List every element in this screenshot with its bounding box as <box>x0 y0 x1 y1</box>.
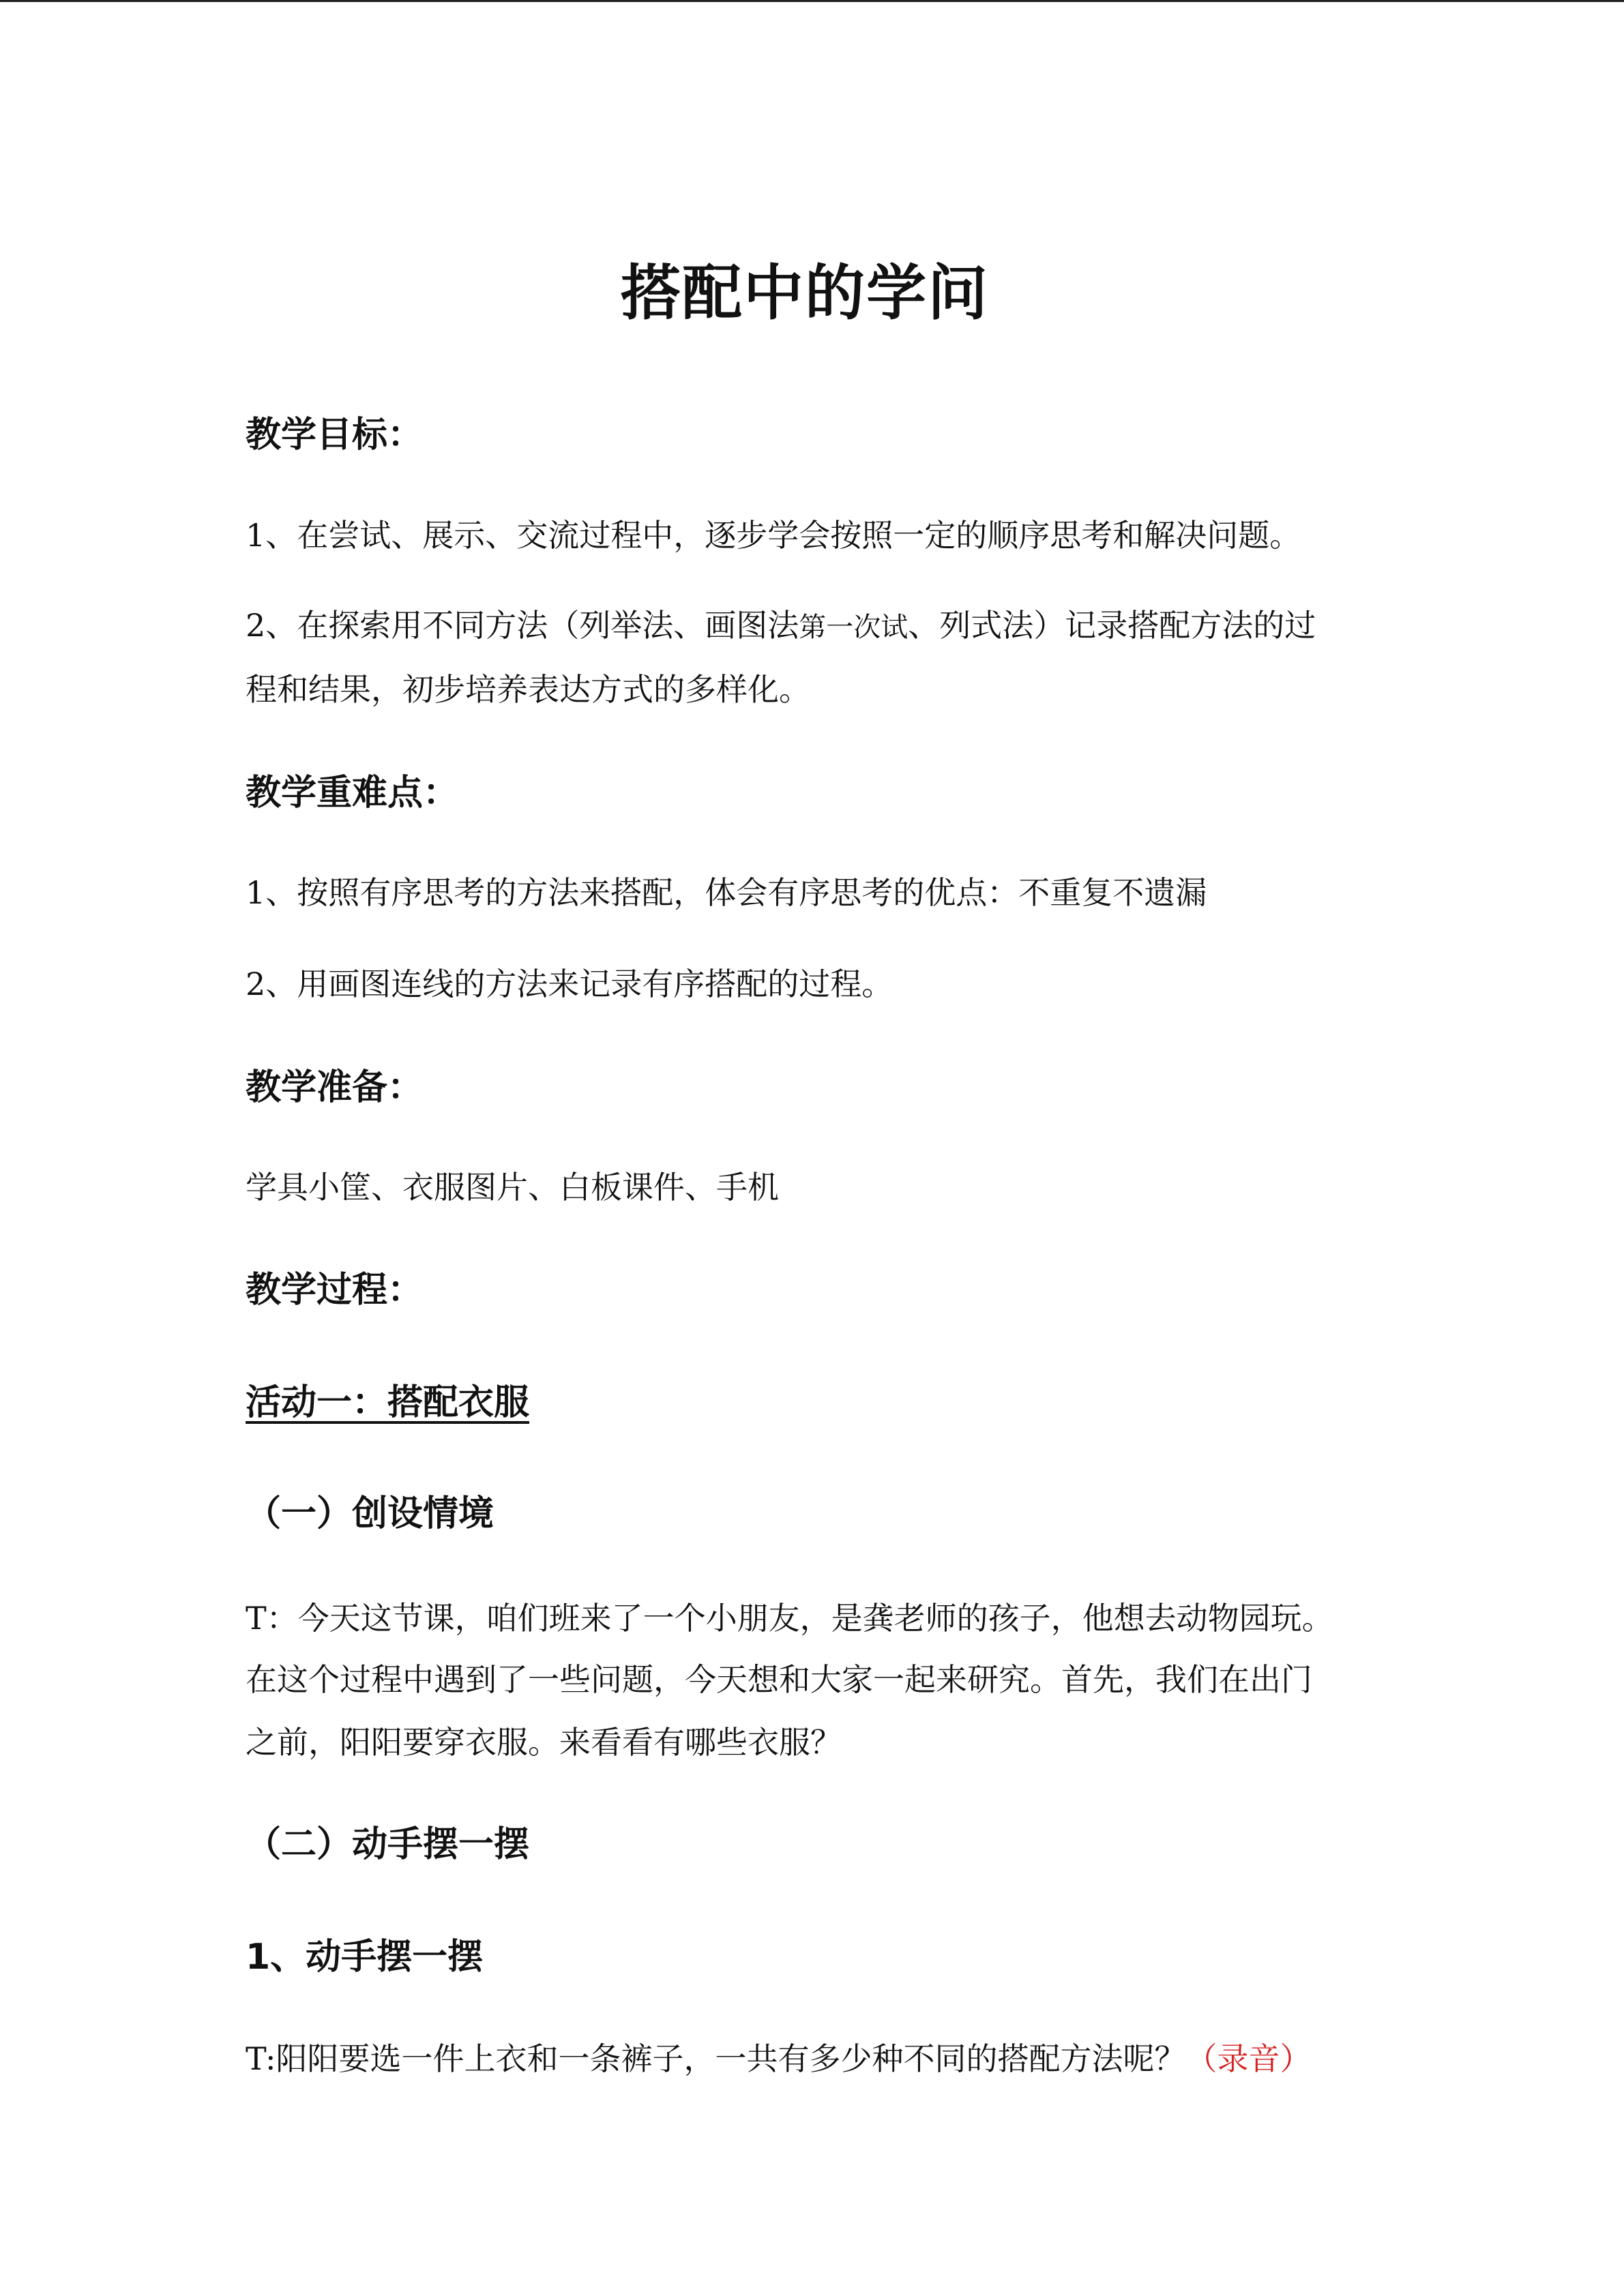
heading-part-1-scenario: （一）创设情境 <box>246 1493 494 1534</box>
goal-item-2-text-a: 2、在探索用不同方法（列举法、画图法 <box>246 607 799 644</box>
heading-teaching-process: 教学过程： <box>246 1270 424 1311</box>
key-point-item-1: 1、按照有序思考的方法来搭配，体会有序思考的优点：不重复不遗漏 <box>246 874 1207 911</box>
goal-item-2-line-2: 程和结果，初步培养表达方式的多样化。 <box>246 671 810 708</box>
goal-item-1: 1、在尝试、展示、交流过程中，逐步学会按照一定的顺序思考和解决问题。 <box>246 517 1301 554</box>
document-page <box>246 0 1364 2296</box>
recording-note: （录音） <box>1185 2040 1312 2077</box>
preparation-text: 学具小筐、衣服图片、白板课件、手机 <box>246 1169 779 1206</box>
goal-item-2-inline-note: 第一次试 <box>799 612 909 643</box>
scenario-line-3: 之前，阳阳要穿衣服。来看看有哪些衣服？ <box>246 1724 842 1761</box>
goal-item-2-line-1 <box>246 595 1364 658</box>
heading-sub-1-hands-on: 1、动手摆一摆 <box>246 1937 484 1978</box>
document-title: 搭配中的学问 <box>620 258 989 328</box>
heading-teaching-goals: 教学目标： <box>246 415 424 456</box>
scenario-line-2: 在这个过程中遇到了一些问题，今天想和大家一起来研究。首先，我们在出门 <box>246 1661 1312 1698</box>
heading-key-points: 教学重难点： <box>246 773 459 814</box>
heading-activity-1: 活动一：搭配衣服 <box>246 1382 530 1423</box>
key-point-item-2: 2、用画图连线的方法来记录有序搭配的过程。 <box>246 966 894 1002</box>
hands-on-question-text: T:阳阳要选一件上衣和一条裤子，一共有多少种不同的搭配方法呢？ <box>246 2040 1186 2077</box>
heading-preparation: 教学准备： <box>246 1067 424 1108</box>
scenario-line-1: T：今天这节课，咱们班来了一个小朋友，是龚老师的孩子，他想去动物园玩。 <box>246 1600 1333 1637</box>
goal-item-2-text-b: 、列式法）记录搭配方法的过 <box>908 607 1316 644</box>
heading-part-2-hands-on: （二）动手摆一摆 <box>246 1824 530 1865</box>
hands-on-question <box>246 2028 1364 2089</box>
